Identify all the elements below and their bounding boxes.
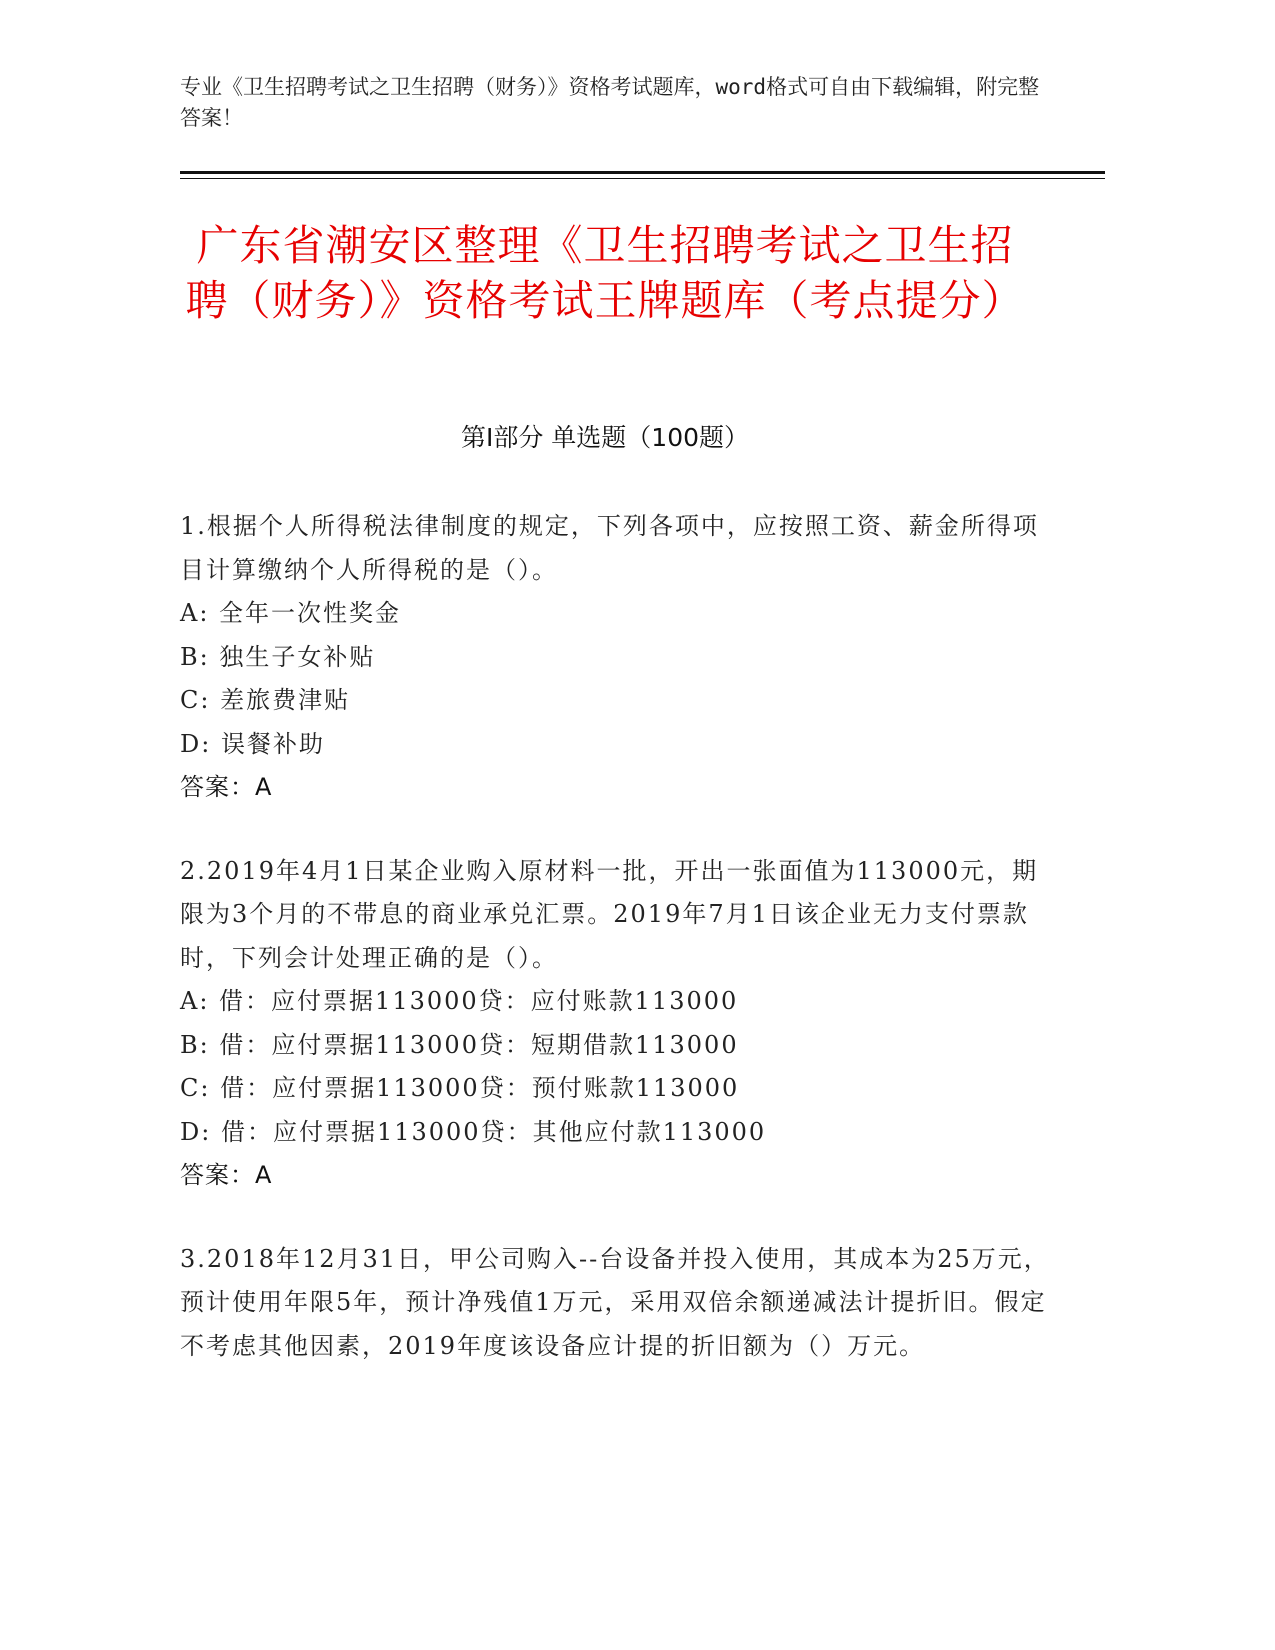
question-text: 2.2019年4月1日某企业购入原材料一批，开出一张面值为113000元，期限为3个月的不带息的商业承兑汇票。2019年7月1日该企业无力支付票款时，下列会计处理正确的是（）。: [180, 856, 1039, 972]
document-title: 广东省潮安区整理《卫生招聘考试之卫生招聘（财务）》资格考试王牌题库（考点提分）: [185, 221, 1025, 325]
answer-line: 答案：A: [180, 773, 273, 801]
option-b: B: 独生子女补贴: [180, 642, 376, 671]
option-a: A: 借：应付票据113000贷：应付账款113000: [180, 987, 739, 1015]
option-a: A: 全年一次性奖金: [180, 599, 402, 627]
option-d: D: 误餐补助: [180, 729, 325, 758]
question-2: [180, 850, 1050, 1198]
header-text: 专业《卫生招聘考试之卫生招聘（财务）》资格考试题库，word格式可自由下载编辑，附完整答案！: [180, 75, 1040, 130]
question-text: 1.根据个人所得税法律制度的规定，下列各项中，应按照工资、薪金所得项目计算缴纳个人所得税的是（）。: [180, 512, 1039, 584]
header-divider-thick: [180, 171, 1105, 174]
question-list: [180, 505, 1050, 1408]
answer-line: 答案：A: [180, 1161, 273, 1189]
option-b: B: 借：应付票据113000贷：短期借款113000: [180, 1030, 739, 1059]
page-header: [180, 72, 1060, 134]
option-c: C: 借：应付票据113000贷：预付账款113000: [180, 1074, 740, 1102]
section-title: 第I部分 单选题（100题）: [460, 423, 750, 452]
header-divider-thin: [180, 178, 1105, 179]
question-text: 3.2018年12月31日，甲公司购入--台设备并投入使用，其成本为25万元，预计使用年限5年，预计净残值1万元，采用双倍余额递减法计提折旧。假定不考虑其他因素，2019年度该设备应计提的折旧额为（）万元。: [180, 1244, 1050, 1360]
option-c: C: 差旅费津贴: [180, 686, 351, 714]
question-3: [180, 1238, 1050, 1369]
question-1: [180, 505, 1050, 810]
option-d: D: 借：应付票据113000贷：其他应付款113000: [180, 1117, 767, 1146]
